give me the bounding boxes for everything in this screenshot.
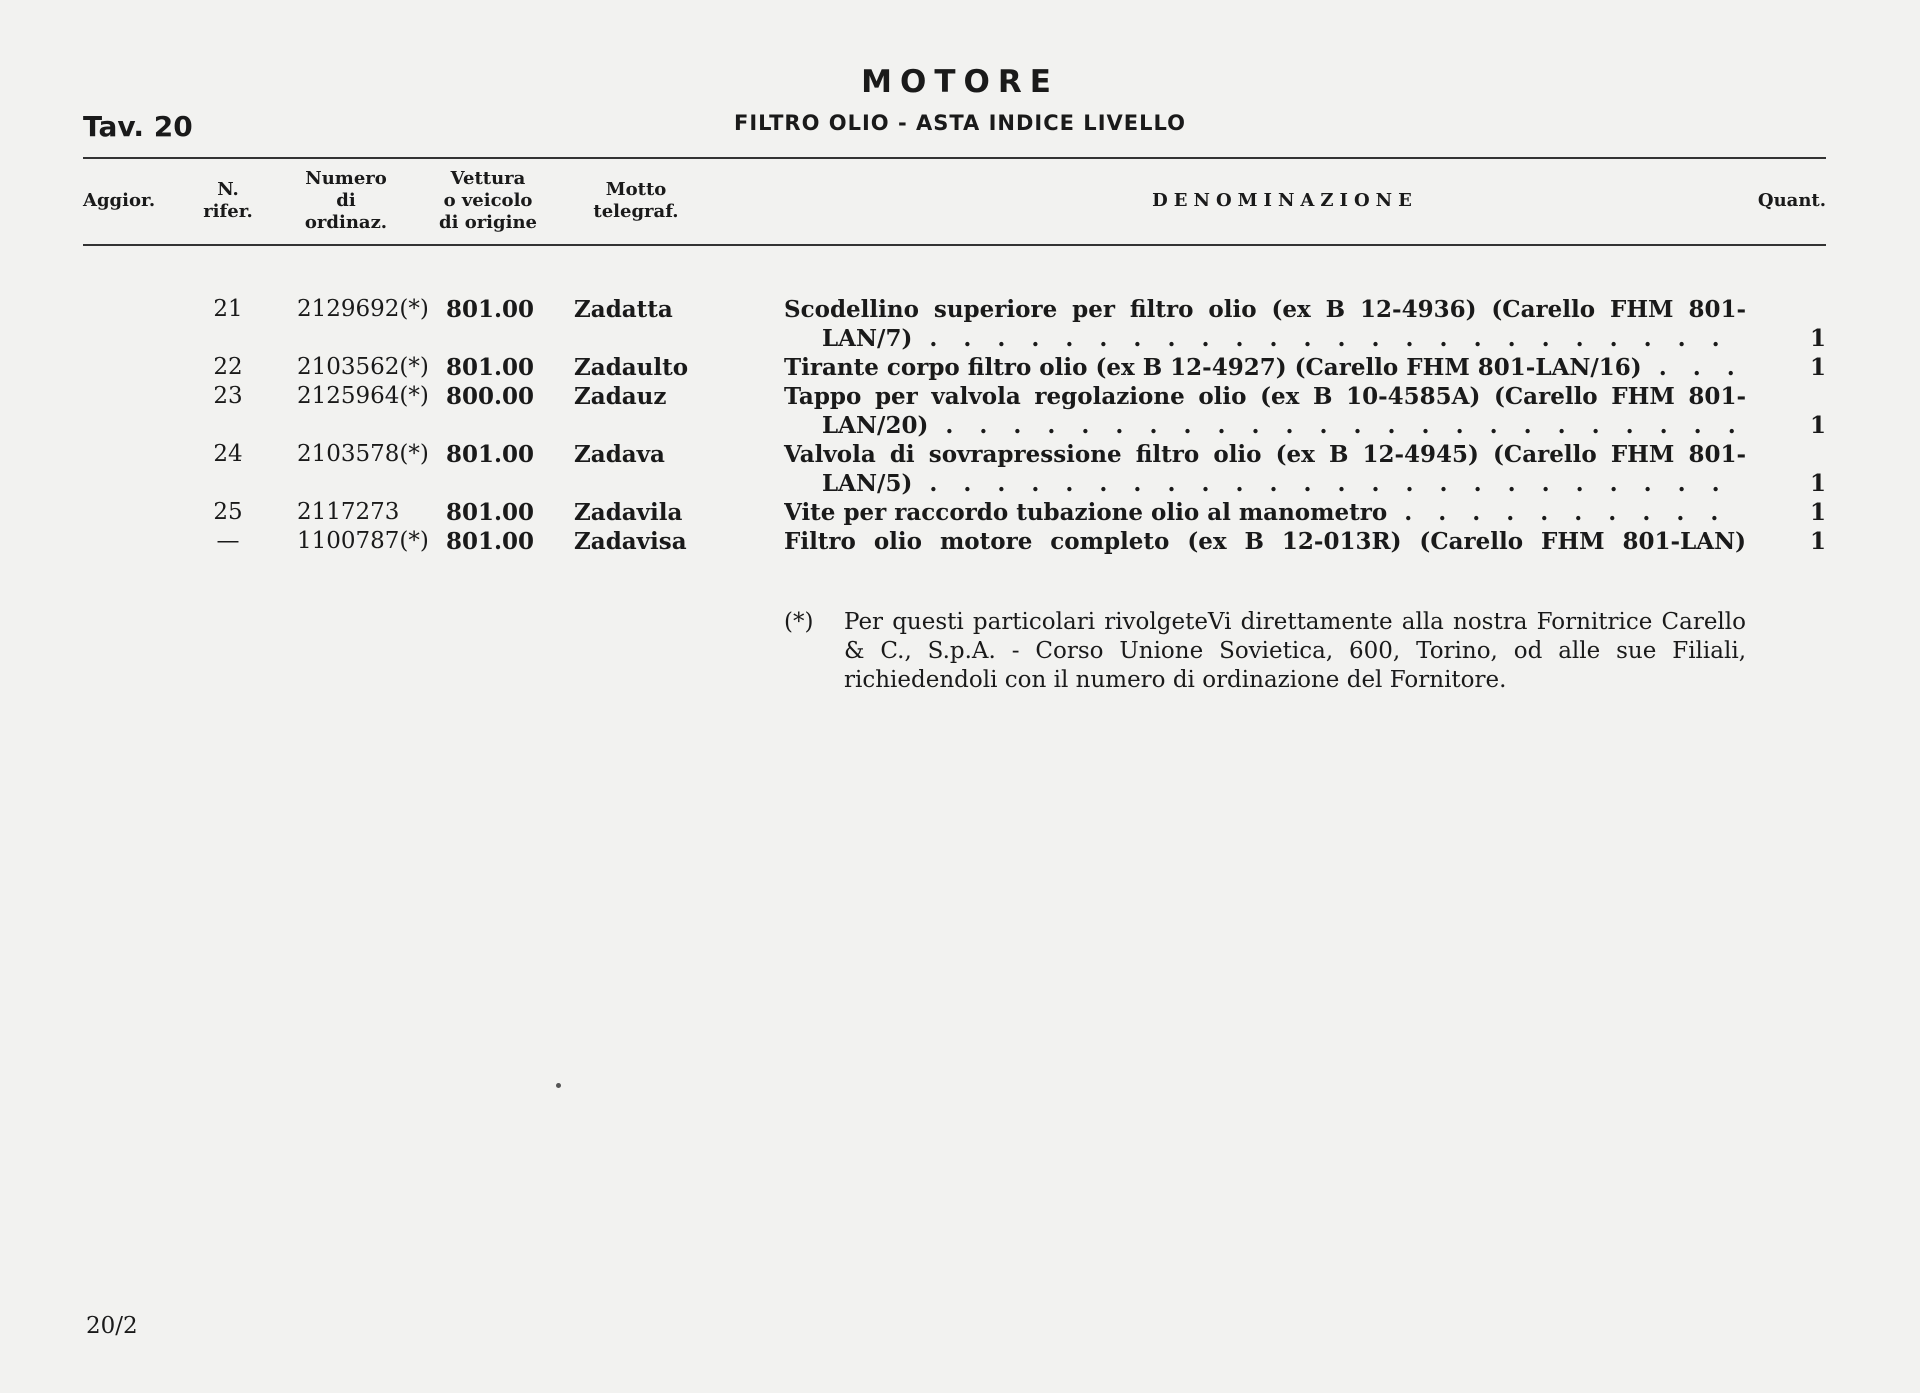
header-rule-top <box>83 157 1826 159</box>
row-nrif: 24 <box>213 441 243 467</box>
footnote-text: Per questi particolari rivolgeteVi direttamente alla nostra Fornitrice Carello & C., S.p.A. - Corso Unione Sovietica, 600, Torino, od alle sue Filiali, richiedendoli con il numero di ordinazione del Fornitore. <box>844 609 1746 693</box>
row-quantity: 1 <box>1809 354 1826 381</box>
row-quantity: 1 <box>1809 528 1826 555</box>
row-quantity: 1 <box>1809 470 1826 497</box>
row-description <box>784 353 1746 382</box>
row-vettura: 801.00 <box>446 354 535 381</box>
row-nrif: 25 <box>213 499 243 525</box>
row-numero: 2117273 <box>297 499 400 525</box>
column-header-denominazione: DENOMINAZIONE <box>1152 190 1418 211</box>
parts-table <box>0 295 1920 556</box>
row-numero: 2125964(*) <box>297 383 429 409</box>
table-row <box>0 295 1920 353</box>
row-description-continuation: LAN/5) . . . <box>784 469 1746 498</box>
row-nrif: — <box>216 528 240 554</box>
column-header-nrif: N. rifer. <box>203 179 253 222</box>
row-description-text: Tirante corpo filtro olio (ex B 12-4927) (Carello FHM 801-LAN/16) . . . <box>784 353 1746 382</box>
row-description <box>784 382 1746 440</box>
footnote-mark: (*) <box>784 609 814 635</box>
row-description-continuation: LAN/20) . . . <box>784 411 1746 440</box>
column-header-quant: Quant. <box>1757 190 1826 211</box>
row-motto: Zadavila <box>574 499 683 526</box>
table-row <box>0 498 1920 527</box>
row-numero: 2129692(*) <box>297 296 429 322</box>
row-quantity: 1 <box>1809 325 1826 352</box>
row-vettura: 801.00 <box>446 528 535 555</box>
row-description-continuation: LAN/7) . . . <box>784 324 1746 353</box>
row-motto: Zadauz <box>574 383 667 410</box>
print-speck <box>556 1083 561 1088</box>
row-description <box>784 527 1746 556</box>
page-number: 20/2 <box>86 1313 138 1339</box>
row-quantity: 1 <box>1809 412 1826 439</box>
page-title: MOTORE <box>861 64 1059 100</box>
row-nrif: 22 <box>213 354 243 380</box>
row-numero: 2103578(*) <box>297 441 429 467</box>
table-label: Tav. 20 <box>83 110 193 143</box>
row-description-text: Tappo per valvola regolazione olio (ex B 10-4585A) (Carello FHM 801- <box>784 383 1746 410</box>
row-nrif: 21 <box>213 296 243 322</box>
row-description <box>784 498 1746 527</box>
row-description-text: Valvola di sovrapressione filtro olio (ex B 12-4945) (Carello FHM 801- <box>784 441 1746 468</box>
footnote <box>784 608 1746 695</box>
page-subtitle: FILTRO OLIO - ASTA INDICE LIVELLO <box>734 111 1186 135</box>
row-motto: Zadatta <box>574 296 673 323</box>
table-row <box>0 353 1920 382</box>
row-vettura: 801.00 <box>446 499 535 526</box>
header-rule-bottom <box>83 244 1826 246</box>
column-header-motto: Motto telegraf. <box>593 179 679 222</box>
row-quantity: 1 <box>1809 499 1826 526</box>
row-description-text: Vite per raccordo tubazione olio al manometro . . . <box>784 498 1746 527</box>
column-header-vettura: Vettura o veicolo di origine <box>439 168 537 233</box>
row-numero: 1100787(*) <box>297 528 429 554</box>
row-nrif: 23 <box>213 383 243 409</box>
row-motto: Zadavisa <box>574 528 687 555</box>
row-description-text: Scodellino superiore per filtro olio (ex B 12-4936) (Carello FHM 801- <box>784 296 1746 323</box>
column-header-numero: Numero di ordinaz. <box>304 168 388 233</box>
row-description-text: Filtro olio motore completo (ex B 12-013R) (Carello FHM 801-LAN) <box>784 528 1746 555</box>
column-header-aggior: Aggior. <box>83 190 156 211</box>
row-vettura: 800.00 <box>446 383 535 410</box>
table-row <box>0 382 1920 440</box>
row-numero: 2103562(*) <box>297 354 429 380</box>
row-vettura: 801.00 <box>446 296 535 323</box>
row-motto: Zadava <box>574 441 665 468</box>
row-description <box>784 295 1746 353</box>
row-vettura: 801.00 <box>446 441 535 468</box>
table-row <box>0 440 1920 498</box>
table-row <box>0 527 1920 556</box>
row-description <box>784 440 1746 498</box>
row-motto: Zadaulto <box>574 354 689 381</box>
